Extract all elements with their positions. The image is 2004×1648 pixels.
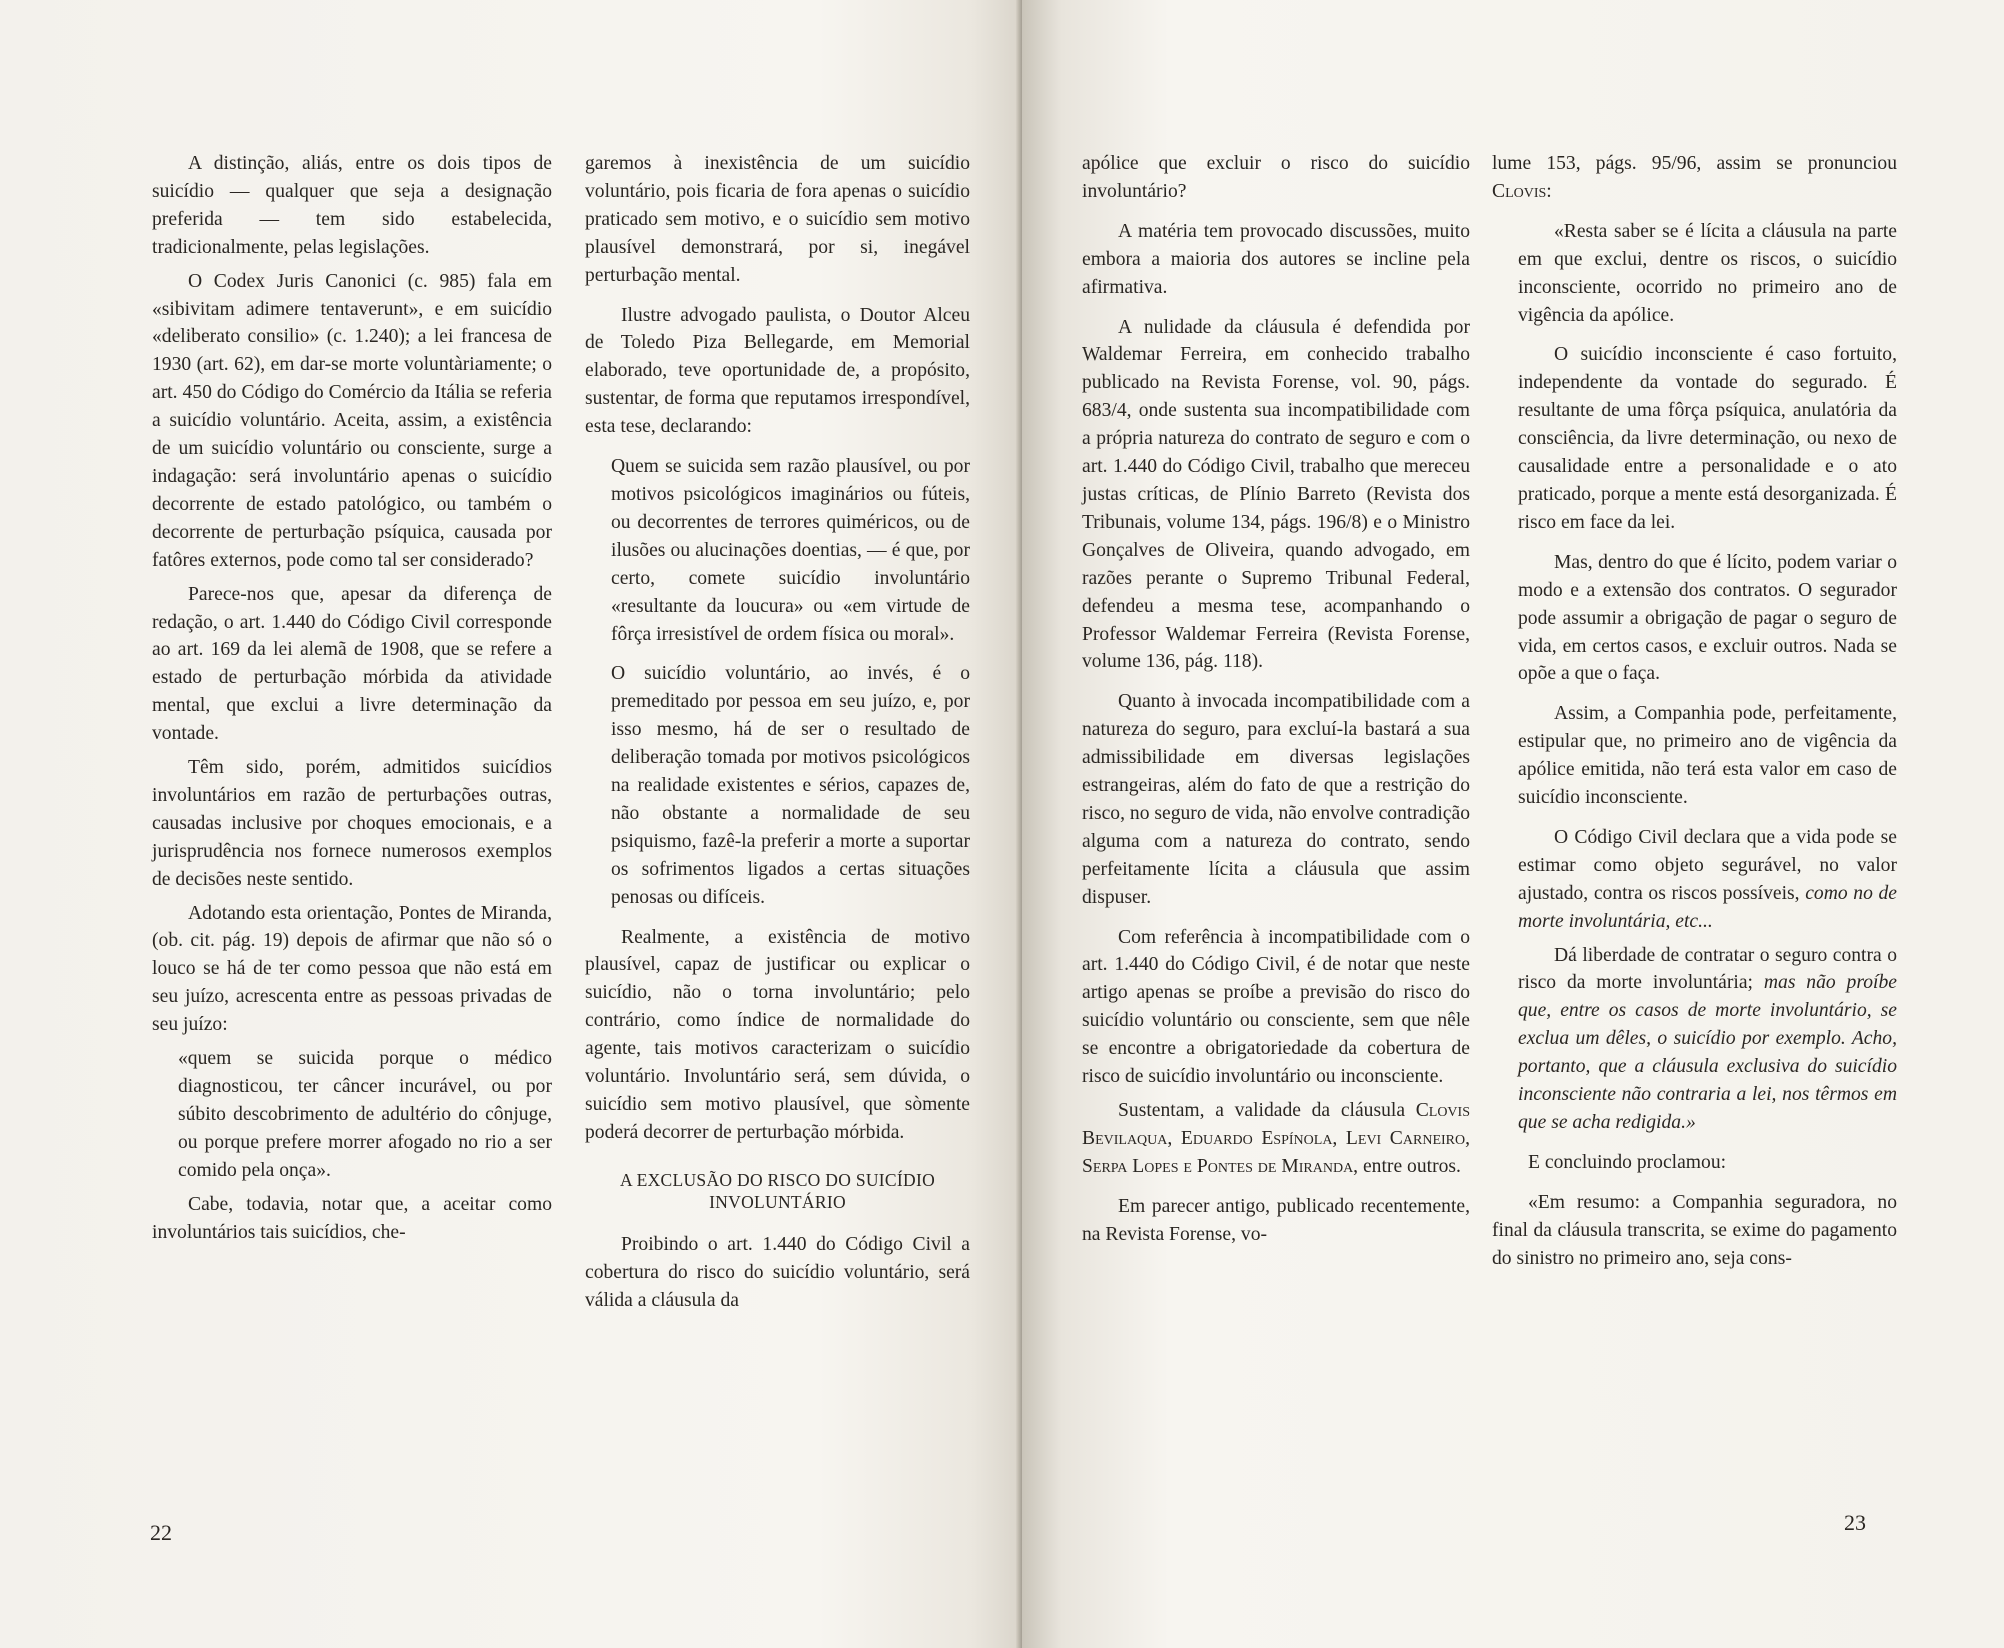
quote-paragraph: Assim, a Companhia pode, perfeitamente, estipular que, no primeiro ano de vigência da apólice emitida, não terá esta valor em caso de suicídio inconsciente. — [1518, 703, 1897, 809]
paragraph: Adotando esta orientação, Pontes de Miranda, (ob. cit. pág. 19) depois de afirmar que não só o louco se há de ter como pessoa que não está em seu juízo, acrescenta entre as pessoas privadas de seu juízo: — [152, 902, 552, 1036]
paragraph: garemos à inexistência de um suicídio voluntário, pois ficaria de fora apenas o suicídio praticado sem motivo, e o suicídio sem motivo plausível demonstrará, por si, inegável perturbação mental. — [585, 153, 970, 286]
paragraph: A distinção, aliás, entre os dois tipos de suicídio — qualquer que seja a designação preferida — tem sido estabelecida, tradicionalmente, pelas legislações. — [152, 153, 552, 258]
paragraph: Com referência à incompatibilidade com o art. 1.440 do Código Civil, é de notar que neste artigo apenas se proíbe a previsão do risco do suicídio voluntário ou consciente, sem que nêle se encontre a obrigatoriedade da cobertura de risco de suicídio involuntário ou inconsciente. — [1082, 926, 1470, 1088]
page-number-left: 22 — [150, 1520, 172, 1545]
paragraph-text: Sustentam, a validade da cláusula — [1118, 1100, 1406, 1121]
paragraph-text: O Código Civil declara que a vida pode se estimar como objeto segurável, no valor ajustado, contra os riscos possíveis, — [1518, 826, 1897, 904]
page-number-right: 23 — [1844, 1510, 1866, 1535]
quote-paragraph — [1518, 824, 1897, 936]
paragraph: A nulidade da cláusula é defendida por Waldemar Ferreira, em conhecido trabalho publicado na Revista Forense, vol. 90, págs. 683/4, onde sustenta sua incompatibilidade com a própria natureza do contrato de seguro e com o art. 1.440 do Código Civil, trabalho que mereceu justas críticas, de Plínio Barreto (Revista dos Tribunais, volume 134, págs. 196/8) e o Ministro Gonçalves de Oliveira, quando advogado, em razões perante o Supremo Tribunal Federal, defendeu a mesma tese, acompanhando o Professor Waldemar Ferreira (Revista Forense, volume 136, pág. 118). — [1082, 316, 1470, 673]
block-quote: O suicídio voluntário, ao invés, é o premeditado por pessoa em seu juízo, e, por isso mesmo, há de ser o resultado de deliberação tomada por motivos psicológicos na realidade existentes e sérios, capazes de, não obstante a normalidade de seu psiquismo, fazê-la preferir a morte a suportar os sofrimentos ligados a certas situações penosas ou difíceis. — [611, 663, 970, 908]
paragraph: apólice que excluir o risco do suicídio involuntário? — [1082, 153, 1470, 202]
author-names: Clovis Bevilaqua, Eduardo Espínola, Levi Carneiro, Serpa Lopes e Pontes de Miranda, — [1082, 1100, 1470, 1177]
paragraph-text: entre outros. — [1362, 1155, 1461, 1177]
left-column-2 — [585, 150, 970, 1321]
paragraph: Parece-nos que, apesar da diferença de redação, o art. 1.440 do Código Civil corresponde ao art. 169 da lei alemã de 1908, que se refere a estado de perturbação mórbida da atividade mental, que exclui a livre determinação da vontade. — [152, 583, 552, 745]
left-column-1 — [152, 150, 552, 1252]
paragraph: A matéria tem provocado discussões, muito embora a maioria dos autores se incline pela afirmativa. — [1082, 220, 1470, 298]
author-name: Clovis: — [1492, 180, 1552, 202]
paragraph: «Em resumo: a Companhia seguradora, no final da cláusula transcrita, se exime do pagamento do sinistro no primeiro ano, seja cons- — [1492, 1191, 1897, 1269]
paragraph: Em parecer antigo, publicado recentemente, na Revista Forense, vo- — [1082, 1195, 1470, 1245]
quoted-opinion — [1518, 218, 1897, 1137]
paragraph: Proibindo o art. 1.440 do Código Civil a cobertura do risco do suicídio voluntário, será válida a cláusula da — [585, 1233, 970, 1311]
italic-text: como no de morte involuntária, etc... — [1518, 882, 1897, 932]
paragraph: Quanto à invocada incompatibilidade com a natureza do seguro, para excluí-la bastará a sua admissibilidade em diversas legislações estrangeiras, além do fato de que a restrição do risco, no seguro de vida, não envolve contradição alguma com a natureza do contrato, sendo perfeitamente lícita a cláusula que assim dispuser. — [1082, 691, 1470, 908]
paragraph-text: lume 153, págs. 95/96, assim se pronunciou — [1492, 153, 1897, 174]
quote-paragraph: «Resta saber se é lícita a cláusula na parte em que exclui, dentre os riscos, o suicídio inconsciente, ocorrido no primeiro ano de vigência da apólice. — [1518, 220, 1897, 326]
italic-text: mas não proíbe que, entre os casos de morte involuntário, se exclua um dêles, o suicídio por exemplo. Acho, portanto, que a cláusula exclusiva do suicídio inconsciente não contraria a lei, nos têrmos em que se acha redigida.» — [1518, 972, 1897, 1133]
right-column-2 — [1492, 150, 1897, 1279]
paragraph: O Codex Juris Canonici (c. 985) fala em «sibivitam adimere tentaverunt», e em suicídio «deliberato consilio» (c. 1.240); a lei francesa de 1930 (art. 62), em dar-se morte voluntàriamente; o art. 450 do Código do Comércio da Itália se referia a suicídio voluntário. Aceita, assim, a existência de um suicídio voluntário ou consciente, surge a indagação: será involuntário apenas o suicídio decorrente de estado patológico, ou também o decorrente de perturbação psíquica, causada por fatôres externos, pode como tal ser considerado? — [152, 270, 552, 571]
paragraph: E concluindo proclamou: — [1528, 1151, 1727, 1173]
section-heading: A EXCLUSÃO DO RISCO DO SUICÍDIO INVOLUNTÁRIO — [619, 1169, 936, 1212]
paragraph — [1492, 150, 1897, 206]
paragraph: Têm sido, porém, admitidos suicídios involuntários em razão de perturbações outras, causadas inclusive por choques emocionais, e a jurisprudência nos fornece numerosos exemplos de decisões neste sentido. — [152, 757, 552, 890]
quote-paragraph: Mas, dentro do que é lícito, podem variar o modo e a extensão dos contratos. O segurador pode assumir a obrigação de pagar o seguro de vida, em certos casos, e excluir outros. Nada se opõe a que o faça. — [1518, 551, 1897, 685]
quote-paragraph: O suicídio inconsciente é caso fortuito, independente da vontade do segurado. É resultante de uma fôrça psíquica, anulatória da consciência, da livre determinação, ou nexo de causalidade entre a personalidade e o ato praticado, porque a mente está desorganizada. É risco em face da lei. — [1518, 344, 1897, 533]
block-quote: Quem se suicida sem razão plausível, ou por motivos psicológicos imaginários ou fúteis, ou decorrentes de terrores quiméricos, ou de ilusões ou alucinações doentias, — é que, por certo, comete suicídio involuntário «resultante da loucura» ou «em virtude de fôrça irresistível de ordem física ou moral». — [611, 456, 970, 645]
quote-paragraph — [1518, 942, 1897, 1137]
block-quote: «quem se suicida porque o médico diagnosticou, ter câncer incurável, ou por súbito descobrimento de adultério do cônjuge, ou porque prefere morrer afogado no rio a ser comido pela onça». — [178, 1048, 552, 1181]
right-column-1 — [1082, 150, 1470, 1255]
paragraph: Realmente, a existência de motivo plausível, capaz de justificar ou explicar o suicídio, não o torna involuntário; pelo contrário, como índice de normalidade do agente, tais motivos caracterizam o suicídio voluntário. Involuntário será, sem dúvida, o suicídio sem motivo plausível, que sòmente poderá decorrer de perturbação mórbida. — [585, 926, 970, 1143]
paragraph — [1082, 1097, 1470, 1181]
right-page — [1022, 0, 2004, 1648]
paragraph-text: Dá liberdade de contratar o seguro contra o risco da morte involuntária; — [1518, 944, 1897, 994]
paragraph: Ilustre advogado paulista, o Doutor Alceu de Toledo Piza Bellegarde, em Memorial elaborado, teve oportunidade de, a propósito, sustentar, de forma que reputamos irrespondível, esta tese, declarando: — [585, 304, 970, 438]
paragraph: Cabe, todavia, notar que, a aceitar como involuntários tais suicídios, che- — [152, 1193, 552, 1243]
